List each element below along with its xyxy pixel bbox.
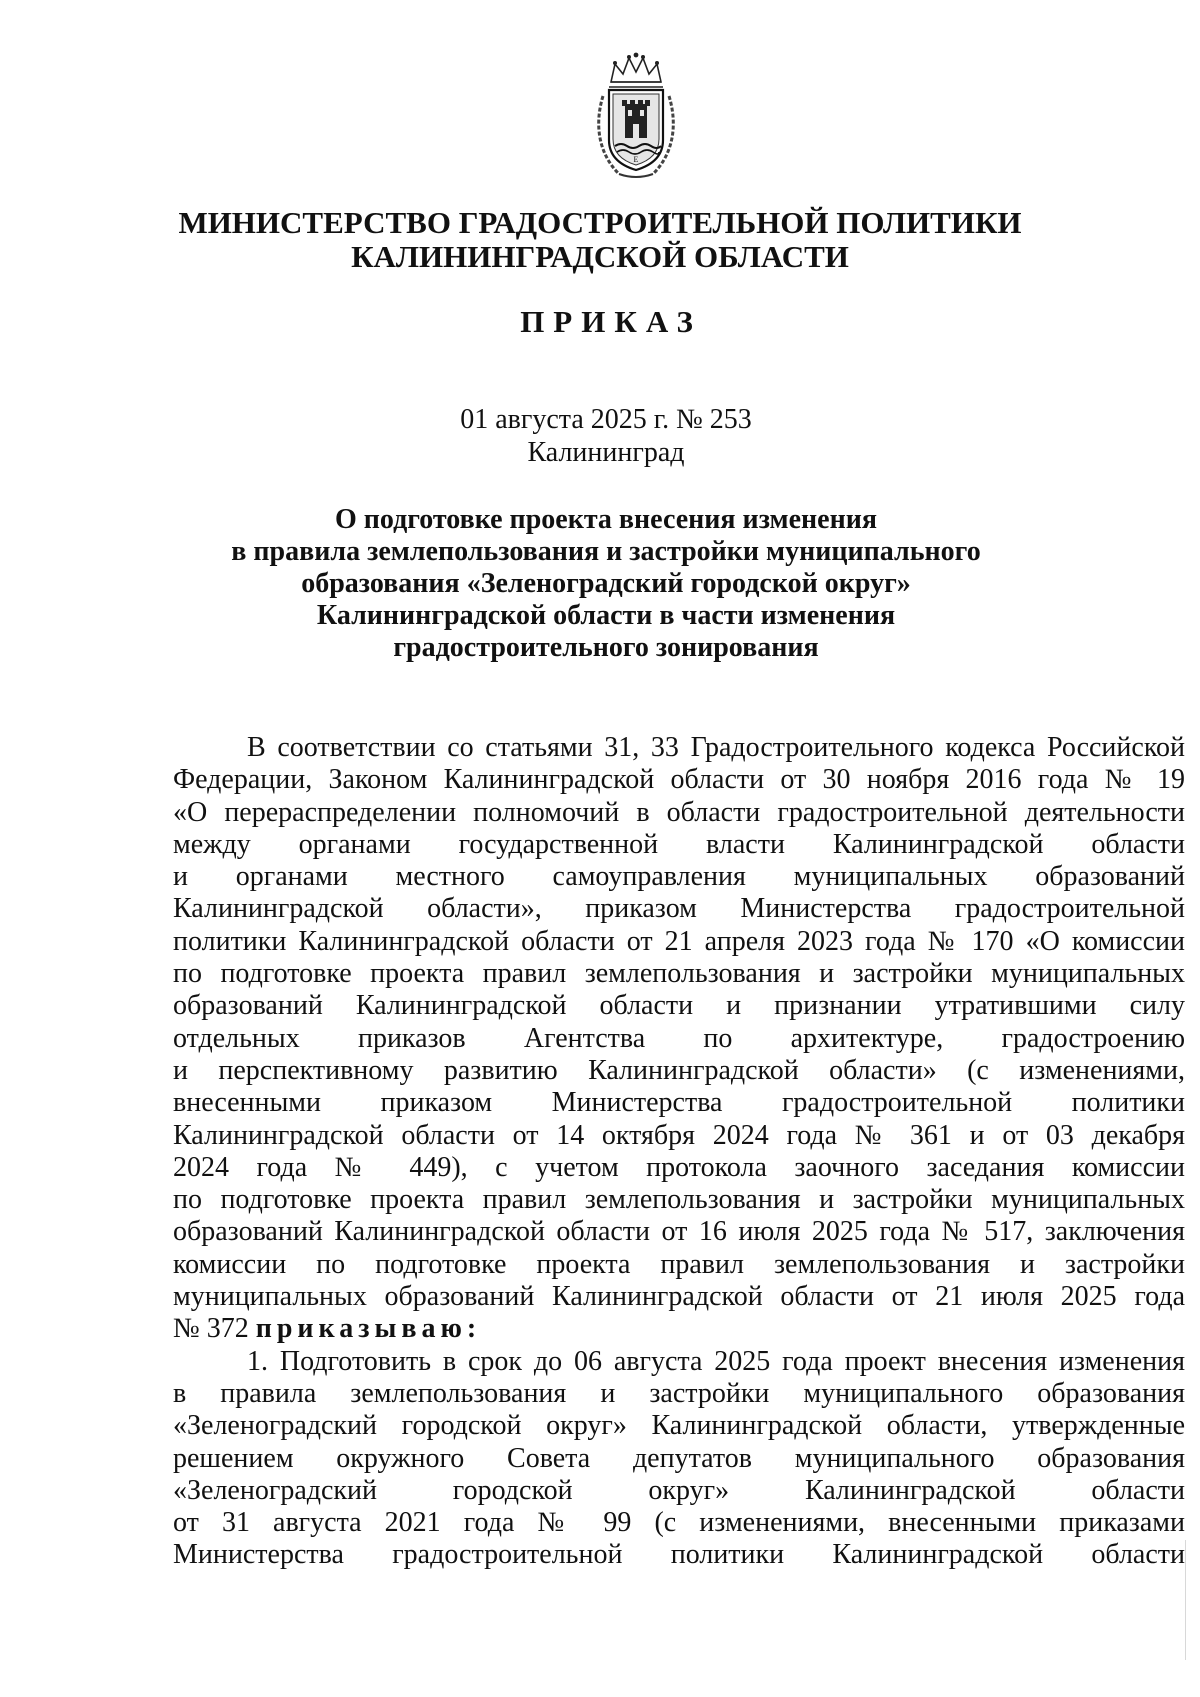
subject-line: градостроительного зонирования — [393, 632, 819, 663]
item1-line: «Зеленоградский городской округ» Калининградской области, утвержденные — [173, 1410, 1185, 1442]
preamble-line: Федерации, Законом Калининградской области от 30 ноября 2016 года № 19 — [173, 764, 1185, 796]
item1-line: 1. Подготовить в срок до 06 августа 2025 года проект внесения изменения — [247, 1345, 1185, 1377]
preamble-line: по подготовке проекта правил землепользования и застройки муниципальных — [173, 1184, 1185, 1216]
preamble-line: 2024 года № 449), с учетом протокола заочного заседания комиссии — [173, 1151, 1185, 1183]
ministry-heading-line-2: КАЛИНИНГРАДСКОЙ ОБЛАСТИ — [351, 239, 849, 274]
subject-line: в правила землепользования и застройки муниципального — [231, 536, 981, 567]
coat-of-arms-emblem — [589, 52, 683, 180]
city: Калининград — [527, 437, 685, 468]
preamble-line: образований Калининградской области от 16 июля 2025 года № 517, заключения — [173, 1216, 1185, 1248]
item1-line: «Зеленоградский городской округ» Калининградской области — [173, 1474, 1185, 1506]
preamble-line: Калининградской области», приказом Министерства градостроительной — [173, 893, 1185, 925]
order-body — [173, 732, 1185, 1572]
preamble-line: и перспективному развитию Калининградской области» (с изменениями, — [173, 1054, 1185, 1086]
date-and-number: 01 августа 2025 г. № 253 — [460, 404, 752, 435]
preamble-line: муниципальных образований Калининградской области от 21 июля 2025 года — [173, 1281, 1185, 1313]
preamble-line: и органами местного самоуправления муниципальных образований — [173, 861, 1185, 893]
document-type: ПРИКАЗ — [520, 304, 702, 339]
scan-edge-mark — [1185, 1540, 1186, 1660]
preamble-line: отдельных приказов Агентства по архитектуре, градостроению — [173, 1022, 1185, 1054]
preamble-end-number: № 372 — [173, 1313, 249, 1345]
preamble-line: по подготовке проекта правил землепользования и застройки муниципальных — [173, 958, 1185, 990]
subject-line: образования «Зеленоградский городской округ» — [301, 568, 911, 599]
preamble-line: комиссии по подготовке проекта правил землепользования и застройки — [173, 1248, 1185, 1280]
preamble-line: внесенными приказом Министерства градостроительной политики — [173, 1087, 1185, 1119]
item1-line: решением окружного Совета депутатов муниципального образования — [173, 1442, 1185, 1474]
preamble-line: политики Калининградской области от 21 апреля 2023 года № 170 «О комиссии — [173, 925, 1185, 957]
preamble-line: «О перераспределении полномочий в области градостроительной деятельности — [173, 796, 1185, 828]
preamble-line: образований Калининградской области и признании утратившими силу — [173, 990, 1185, 1022]
svg-text:Е: Е — [633, 155, 639, 164]
item1-line: в правила землепользования и застройки муниципального образования — [173, 1377, 1185, 1409]
preamble-line: В соответствии со статьями 31, 33 Градостроительного кодекса Российской — [247, 732, 1185, 763]
subject-line: О подготовке проекта внесения изменения — [334, 504, 878, 535]
preamble-line: между органами государственной власти Калининградской области — [173, 828, 1185, 860]
item1-line: Министерства градостроительной политики Калининградской области — [173, 1539, 1185, 1571]
date-and-number-block — [0, 403, 1200, 469]
ministry-heading — [0, 206, 1200, 274]
preamble-line: Калининградской области от 14 октября 2024 года № 361 и от 03 декабря — [173, 1119, 1185, 1151]
subject-line: Калининградской области в части изменения — [316, 600, 896, 631]
item1-line: от 31 августа 2021 года № 99 (с изменениями, внесенными приказами — [173, 1507, 1185, 1539]
ministry-heading-line-1: МИНИСТЕРСТВО ГРАДОСТРОИТЕЛЬНОЙ ПОЛИТИКИ — [178, 205, 1022, 240]
order-subject — [0, 504, 1200, 664]
order-word: приказываю: — [255, 1313, 482, 1345]
preamble-final-line — [173, 1313, 1185, 1345]
